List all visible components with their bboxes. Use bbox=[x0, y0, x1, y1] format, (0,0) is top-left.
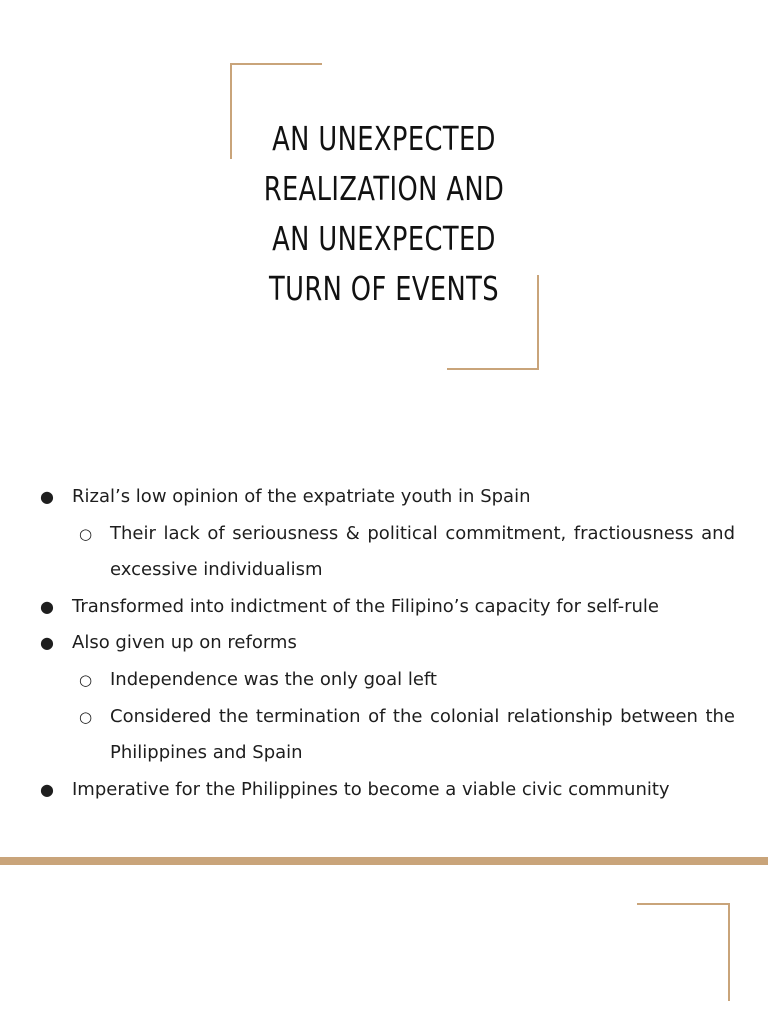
title-line: AN UNEXPECTED bbox=[272, 119, 496, 158]
list-item bbox=[35, 589, 735, 626]
sub-list-item bbox=[35, 516, 735, 589]
list-item-text: Their lack of seriousness & political commitment, fractiousness and excessive individualism bbox=[110, 522, 735, 581]
list-item bbox=[35, 479, 735, 516]
list-item-text: Transformed into indictment of the Filipino’s capacity for self-rule bbox=[72, 595, 659, 617]
list-item bbox=[35, 625, 735, 662]
list-item-text: Considered the termination of the colonial relationship between the Philippines and Spain bbox=[110, 705, 735, 764]
bullet-icon: ● bbox=[40, 633, 54, 653]
title-line: TURN OF EVENTS bbox=[268, 269, 500, 308]
list-item-text: Imperative for the Philippines to become a viable civic community bbox=[72, 778, 670, 800]
list-item-text: Also given up on reforms bbox=[72, 632, 297, 654]
page-title bbox=[240, 114, 527, 314]
list-item bbox=[35, 772, 735, 809]
list-item-text: Independence was the only goal left bbox=[110, 668, 437, 690]
bullet-icon: ● bbox=[40, 596, 54, 616]
sub-list-item bbox=[35, 699, 735, 772]
sub-list-item bbox=[35, 662, 735, 699]
sub-bullet-icon: ○ bbox=[79, 524, 93, 543]
bullet-icon: ● bbox=[40, 779, 54, 799]
title-line: REALIZATION AND bbox=[263, 169, 505, 208]
sub-bullet-icon: ○ bbox=[79, 707, 93, 726]
divider-bar bbox=[0, 857, 768, 865]
sub-bullet-icon: ○ bbox=[79, 670, 93, 689]
list-item-text: Rizal’s low opinion of the expatriate youth in Spain bbox=[72, 486, 531, 507]
bullet-list bbox=[35, 479, 735, 808]
bullet-icon: ● bbox=[40, 487, 54, 506]
title-line: AN UNEXPECTED bbox=[272, 219, 496, 258]
decorative-bracket-bottom-corner bbox=[637, 903, 730, 1001]
